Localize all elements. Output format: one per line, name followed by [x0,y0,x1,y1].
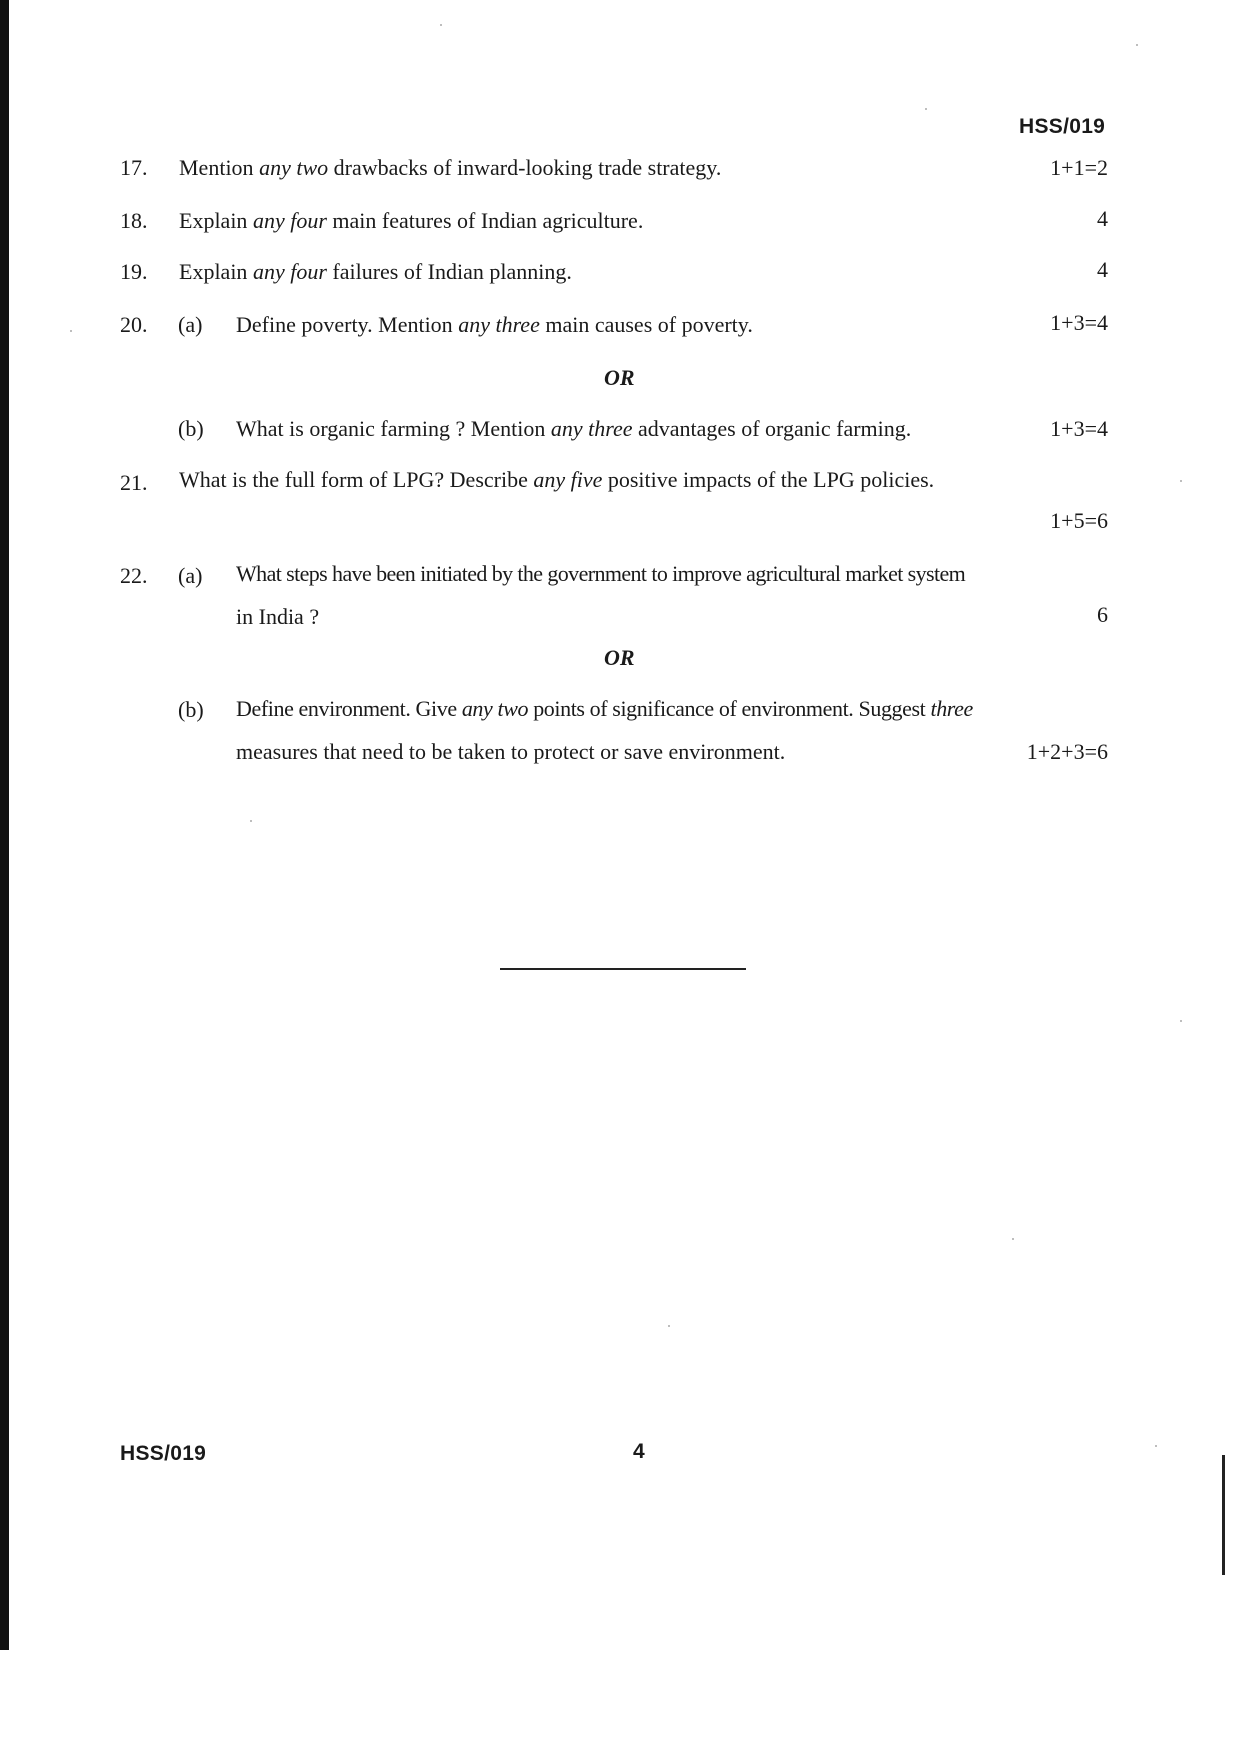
scan-speck [70,330,72,332]
question-19-number: 19. [120,259,148,284]
question-18-text: Explain any four main features of Indian agriculture. [179,208,644,233]
question-20-number: 20. [120,312,148,337]
end-of-paper-rule [500,968,746,970]
question-22b-label: (b) [178,697,204,722]
scan-mark [1222,1455,1225,1575]
page-number: 4 [633,1440,645,1463]
question-20b-label: (b) [178,416,204,441]
question-19-marks: 4 [1097,257,1108,282]
scan-edge-shadow [0,0,9,1650]
question-20a-label: (a) [178,312,203,337]
question-20b-marks: 1+3=4 [1050,416,1108,441]
scan-speck [1136,44,1138,46]
question-19-text: Explain any four failures of Indian planning. [179,259,572,284]
question-22b-text-line2: measures that need to be taken to protect or save environment. [236,739,786,764]
question-20a-marks: 1+3=4 [1050,310,1108,335]
question-22-or: OR [604,645,635,670]
scan-speck [925,108,927,110]
question-22a-text-line2: in India ? [236,604,320,629]
question-22b-marks: 1+2+3=6 [1026,739,1108,764]
scan-speck [250,820,252,822]
question-17-text: Mention any two drawbacks of inward-looking trade strategy. [179,155,722,180]
footer-code: HSS/019 [120,1442,207,1465]
question-20a-text: Define poverty. Mention any three main causes of poverty. [236,312,753,337]
scan-speck [1155,1445,1157,1447]
question-17-marks: 1+1=2 [1050,155,1108,180]
question-22a-marks: 6 [1097,602,1108,627]
scan-speck [1012,1238,1014,1240]
question-18-marks: 4 [1097,206,1108,231]
question-17-number: 17. [120,155,148,180]
scan-speck [1180,1020,1182,1022]
question-22a-text-line1: What steps have been initiated by the government to improve agricultural market system [236,561,966,586]
question-21-marks: 1+5=6 [1050,508,1108,533]
question-21-number: 21. [120,470,148,495]
question-22-number: 22. [120,563,148,588]
question-18-number: 18. [120,208,148,233]
question-20b-text: What is organic farming ? Mention any three advantages of organic farming. [236,416,912,441]
question-22a-label: (a) [178,563,203,588]
scan-speck [1180,480,1182,482]
question-21-text: What is the full form of LPG? Describe any five positive impacts of the LPG policies. [179,467,935,492]
question-22b-text-line1: Define environment. Give any two points of significance of environment. Suggest three [236,696,973,721]
scan-speck [668,1325,670,1327]
scan-speck [440,24,442,26]
header-code: HSS/019 [1019,115,1106,138]
question-20-or: OR [604,365,635,390]
